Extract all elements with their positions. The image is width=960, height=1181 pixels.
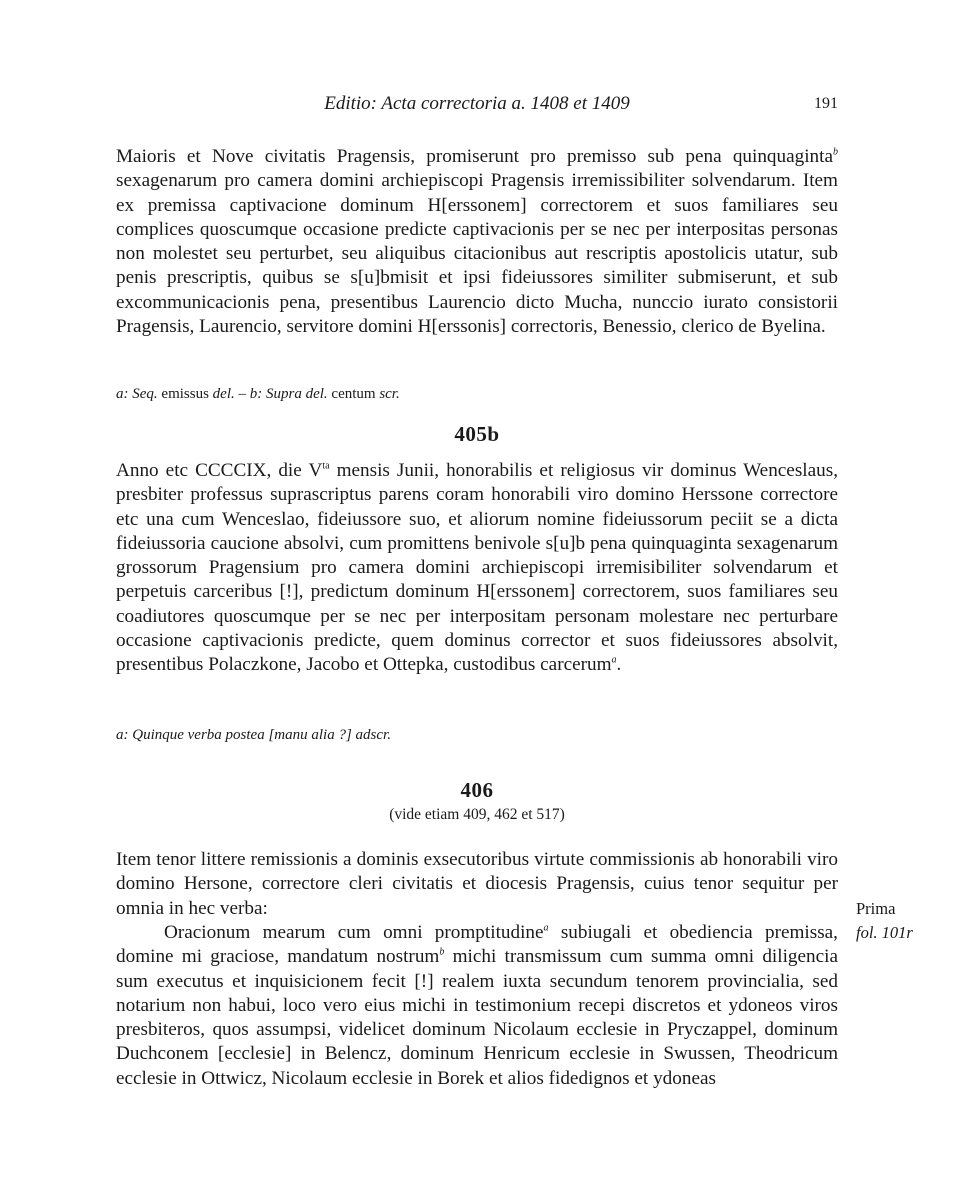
margin-note-prima: Prima	[856, 899, 896, 918]
paragraph-1	[116, 145, 838, 339]
page-number: 191	[814, 95, 838, 112]
note-1-part-5: scr.	[379, 386, 400, 402]
running-head	[0, 93, 960, 117]
margin-note-folio: fol. 101r	[856, 923, 913, 942]
footnote-marker-a: a	[611, 654, 617, 666]
note-1-part-3: del. – b: Supra del.	[212, 386, 328, 402]
margin-note	[856, 897, 946, 945]
paragraph-1-text-b: sexagenarum pro camera domini archiepiscopi Pragensis irremissibiliter solvendarum. Item ex premissa captivacione dominum H[erssonem] correctorem et suos familiares seu complices quoscumque occasione predicte captivacionis per se nec per interpositas personas non molestet seu perturbet, seu aliquibus citacionibus aut rescriptis apostolicis utatur, sub penis prescriptis, quibus se s[u]bmisit et ipsi fideiussores similiter submiserunt, et sub excommunicacionis pena, presentibus Laurencio dicto Mucha, nunccio iurato consistorii Pragensis, Laurencio, servitore domini H[erssonis] correctoris, Benessio, clerico de Byelina.	[116, 170, 838, 338]
apparatus-note-1	[116, 384, 838, 404]
note-1-part-1: a: Seq.	[116, 386, 158, 402]
cross-reference: (vide etiam 409, 462 et 517)	[389, 806, 565, 823]
letter-text-a: Oracionum mearum cum omni promptitudine	[164, 922, 544, 943]
note-1-part-2: emissus	[157, 386, 213, 402]
footnote-marker-a: a	[543, 922, 549, 934]
paragraph-405b-text-c: .	[616, 654, 622, 676]
paragraph-405b-text-a: Anno etc CCCCIX, die V	[116, 460, 323, 481]
paragraph-1-text-a: Maioris et Nove civitatis Pragensis, promiserunt pro premisso sub pena quinquaginta	[116, 146, 833, 167]
heading-405b: 405b	[454, 422, 500, 446]
paragraph-405b-text-b: mensis Junii, honorabilis et religiosus vir dominus Wenceslaus, presbiter professus suprascriptus parens coram honorabili viro domino Herssone correctore etc una cum Wenceslao, fideiussore suo, et aliorum nomine fideiussorum peciit se a dicta fideiussoria caucione absolvi, cum promittens benivole s[u]b pena quinquaginta sexagenarum grossorum Pragensium pro camera domini archiepiscopi irremisibiliter solvendarum et perpetuis carceribus [!], predictum dominum H[erssonem] correctorem, suos familiares seu coadiutores quoscumque per se nec per interpositam personam molestare nec perturbare occasione captivacionis predicte, quem dominus corrector et suos fideiussores absolvit, presentibus Polaczkone, Jacobo et Ottepka, custodibus carcerum	[116, 460, 838, 676]
footnote-marker-b: b	[439, 946, 445, 958]
running-title: Editio: Acta correctoria a. 1408 et 1409	[324, 93, 630, 114]
footnote-marker-b: b	[833, 146, 838, 158]
paragraph-406-intro	[116, 848, 838, 921]
note-1-part-4: centum	[327, 386, 380, 402]
heading-406: 406	[460, 778, 494, 802]
superscript-ta: ta	[322, 460, 330, 472]
apparatus-note-2: a: Quinque verba postea [manu alia ?] adscr.	[116, 727, 391, 743]
paragraph-405b	[116, 459, 838, 678]
paragraph-406-letter	[116, 921, 838, 1091]
letter-text-b: subiugali et obediencia premissa, domine mi graciose, mandatum nostrum	[116, 922, 838, 968]
paragraph-406-intro-text: Item tenor littere remissionis a dominis exsecutoribus virtute commissionis ab honorabili viro domino Hersone, correctore cleri civitatis et diocesis Pragensis, cuius tenor sequitur per omnia in hec verba:	[116, 849, 838, 919]
letter-text-c: michi transmissum cum summa omni diligencia sum executus et inquisicionem fecit [!] realem iuxta secundum tenorem provincialia, sed notarium non habui, loco vero eius michi in testimonium recepi discretos et ydoneos viros presbiteros, quos assumpsi, videlicet dominum Nicolaum ecclesie in Pryczappel, dominum Duchconem [ecclesie] in Belencz, dominum Henricum ecclesie in Swussen, Theodricum ecclesie in Ottwicz, Nicolaum ecclesie in Borek et alios fidedignos et ydoneas	[116, 946, 838, 1089]
